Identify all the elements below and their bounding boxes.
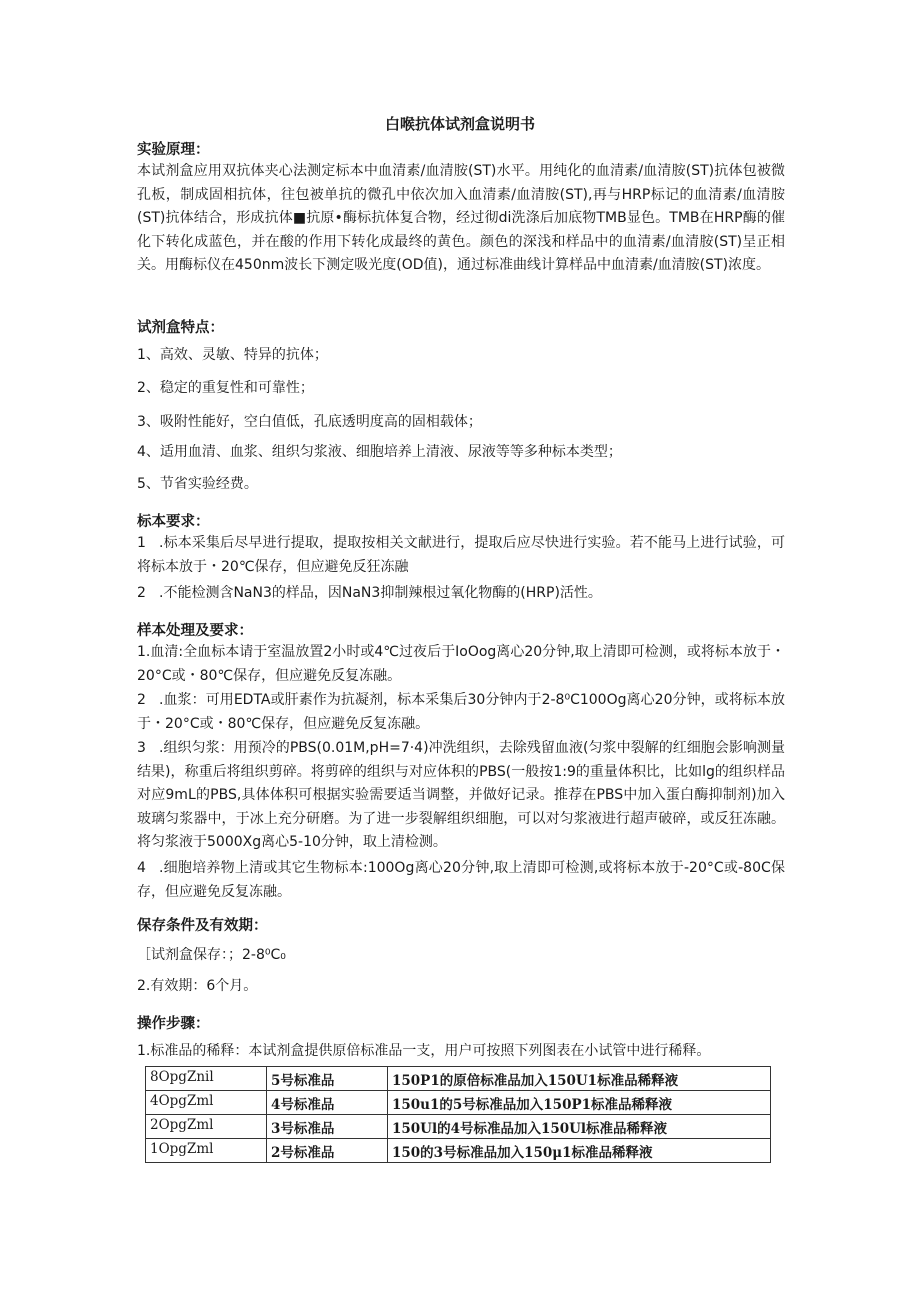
document-title: 白喉抗体试剂盒说明书 <box>384 115 535 133</box>
principle-heading: 实验原理： <box>137 142 210 158</box>
processing-item <box>137 737 785 855</box>
item-text: .标本采集后尽早进行提取，提取按相关文献进行，提取后应尽快进行实验。若不能马上进行试验，可将标本放于・20℃保存，但应避免反狂冻融 <box>137 535 785 575</box>
item-text: .细胞培养物上清或其它生物标本:100Og离心20分钟,取上清即可检测,或将标本放于-20°C或-80C保存，但应避免反复冻融。 <box>137 860 785 900</box>
specimen-item <box>137 532 785 579</box>
item-number: 2 <box>137 692 146 708</box>
concentration-cell: 4OpgZml <box>146 1091 267 1115</box>
instruction-cell: 150Ul的4号标准品加入150Ul标准品稀释液 <box>388 1115 771 1139</box>
feature-item: 4、适用血清、血浆、组织匀浆液、细胞培养上清液、尿液等等多种标本类型； <box>137 444 622 460</box>
principle-text: 本试剂盒应用双抗体夹心法测定标本中血清素/血清胺(ST)水平。用纯化的血清素/血清胺(ST)抗体包被微孔板，制成固相抗体，往包被单抗的微孔中依次加入血清素/血清胺(ST),再与HRP标记的血清素/血清胺(ST)抗体结合，形成抗体■抗原•酶标抗体复合物，经过彻di洗涤后加底物TMB显色。TMB在HRP酶的催化下转化成蓝色，并在酸的作用下转化成最终的黄色。颜色的深浅和样品中的血清素/血清胺(ST)呈正相关。用酶标仪在450nm波长下测定吸光度(OD值)，通过标准曲线计算样品中血清素/血清胺(ST)浓度。 <box>137 163 785 273</box>
table-row <box>146 1091 771 1115</box>
specimen-heading: 标本要求： <box>137 514 210 530</box>
feature-item: 1、高效、灵敏、特异的抗体； <box>137 347 328 363</box>
standard-cell: 2号标准品 <box>267 1139 388 1163</box>
item-number: 1 <box>137 535 146 551</box>
processing-item <box>137 857 785 904</box>
standard-cell: 3号标准品 <box>267 1115 388 1139</box>
concentration-cell: 1OpgZml <box>146 1139 267 1163</box>
instruction-cell: 150的3号标准品加入150μ1标准品稀释液 <box>388 1139 771 1163</box>
item-text: .血浆：可用EDTA或肝素作为抗凝剂，标本采集后30分钟内于2-8⁰C100Og离心20分钟，或将标本放于・20°C或・80℃保存，但应避免反复冻融。 <box>137 692 785 732</box>
item-text: .不能检测含NaN3的样品，因NaN3抑制辣根过氧化物酶的(HRP)活性。 <box>159 585 602 601</box>
processing-item <box>137 689 785 736</box>
processing-heading: 样本处理及要求： <box>137 623 253 639</box>
item-number: 4 <box>137 860 146 876</box>
standard-cell: 5号标准品 <box>267 1067 388 1091</box>
feature-item: 2、稳定的重复性和可靠性； <box>137 380 314 396</box>
storage-item: 2.有效期：6个月。 <box>137 978 258 994</box>
procedure-heading: 操作步骤： <box>137 1016 210 1032</box>
concentration-cell: 2OpgZml <box>146 1115 267 1139</box>
item-text: .组织匀浆：用预冷的PBS(0.01M,pH=7·4)冲洗组织，去除残留血液(匀浆中裂解的红细胞会影响测量结果)，称重后将组织剪碎。将剪碎的组织与对应体积的PBS(一般按1:9的重量体积比，比如lg的组织样品对应9mL的PBS,具体体积可根据实验需要适当调整，并做好记录。推荐在PBS中加入蛋白酶抑制剂)加入玻璃匀浆器中，于冰上充分研磨。为了进一步裂解组织细胞，可以对匀浆液进行超声破碎，或反狂冻融。将匀浆液于5000Xg离心5-10分钟，取上清检测。 <box>137 740 785 850</box>
storage-heading: 保存条件及有效期： <box>137 918 268 934</box>
item-text: 1.血清:全血标本请于室温放置2小时或4℃过夜后于IoOog离心20分钟,取上清即可检测，或将标本放于・20°C或・80℃保存，但应避免反复冻融。 <box>137 644 785 684</box>
table-row <box>146 1139 771 1163</box>
feature-item: 3、吸附性能好，空白值低，孔底透明度高的固相载体； <box>137 414 482 430</box>
table-row <box>146 1115 771 1139</box>
specimen-item <box>137 582 785 606</box>
standard-cell: 4号标准品 <box>267 1091 388 1115</box>
feature-item: 5、节省实验经费。 <box>137 476 258 492</box>
concentration-cell: 8OpgZnil <box>146 1067 267 1091</box>
procedure-step-1: 1.标准品的稀释：本试剂盒提供原倍标准品一支，用户可按照下列图表在小试管中进行稀释。 <box>137 1043 711 1059</box>
instruction-cell: 150u1的5号标准品加入150P1标准品稀释液 <box>388 1091 771 1115</box>
item-number: 2 <box>137 585 146 601</box>
table-row <box>146 1067 771 1091</box>
storage-item: ［试剂盒保存：；2-8⁰C₀ <box>137 947 286 963</box>
features-heading: 试剂盒特点： <box>137 320 224 336</box>
processing-item <box>137 641 785 688</box>
item-number: 3 <box>137 740 146 756</box>
instruction-cell: 150P1的原倍标准品加入150U1标准品稀释液 <box>388 1067 771 1091</box>
standard-dilution-table <box>145 1066 771 1163</box>
